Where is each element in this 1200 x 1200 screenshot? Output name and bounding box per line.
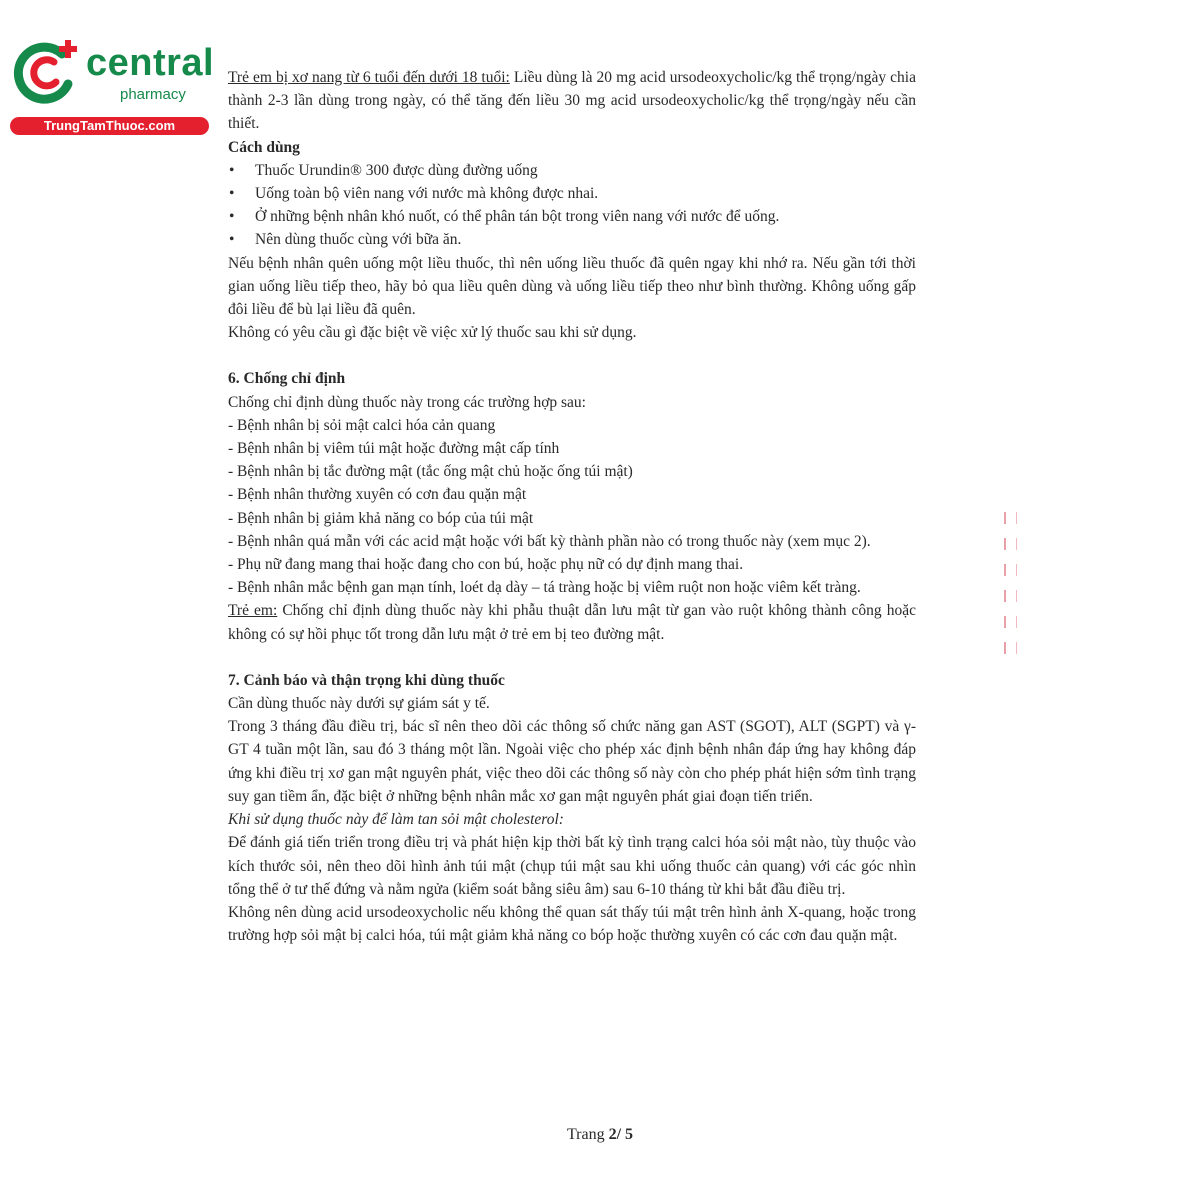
- cach-dung-list: [228, 159, 916, 252]
- list-item: • Thuốc Urundin® 300 được dùng đường uống: [228, 159, 916, 182]
- page-prefix: Trang: [566, 1126, 609, 1143]
- section-7-heading: 7. Cảnh báo và thận trọng khi dùng thuốc: [228, 671, 505, 689]
- dosage-paragraph: [228, 66, 916, 136]
- section-7-paragraph: Không nên dùng acid ursodeoxycholic nếu không thể quan sát thấy túi mật trên hình ảnh X-quang, hoặc trong trường hợp sỏi mật bị calci hóa, túi mật giảm khả năng co bóp hoặc thường xuyên có các cơn đau quặn mật.: [228, 903, 916, 945]
- list-item: • Nên dùng thuốc cùng với bữa ăn.: [228, 228, 916, 251]
- contraindication-item: - Bệnh nhân bị sỏi mật calci hóa cản quang: [228, 416, 496, 434]
- page-stamp-marks: [1000, 512, 1020, 672]
- section-6-children: [228, 599, 916, 645]
- disposal-paragraph: Không có yêu cầu gì đặc biệt về việc xử lý thuốc sau khi sử dụng.: [228, 324, 637, 342]
- section-6-intro: Chống chỉ định dùng thuốc này trong các trường hợp sau:: [228, 393, 586, 411]
- section-7-paragraph: Trong 3 tháng đầu điều trị, bác sĩ nên theo dõi các thông số chức năng gan AST (SGOT), ALT (SGPT) và γ-GT 4 tuần một lần, sau đó 3 tháng một lần. Ngoài việc cho phép xác định bệnh nhân đáp ứng hay không đáp ứng khi điều trị xơ gan mật nguyên phát, việc theo dõi các thông số này còn cho phép phát hiện sớm tình trạng suy gan tiềm ẩn, đặc biệt ở những bệnh nhân mắc xơ gan mật nguyên phát giai đoạn tiến triển.: [228, 718, 916, 805]
- dosage-text: Liều dùng là 20 mg acid ursodeoxycholic/kg thể trọng/ngày chia thành 2-3 lần dùng trong ngày, có thể tăng đến liều 30 mg acid ursodeoxycholic/kg thể trọng/ngày nếu cần thiết.: [228, 69, 916, 133]
- page-number: [0, 1126, 1200, 1144]
- contraindication-item: - Phụ nữ đang mang thai hoặc đang cho con bú, hoặc phụ nữ có dự định mang thai.: [228, 556, 744, 574]
- document-body: [228, 66, 916, 947]
- list-item: • Ở những bệnh nhân khó nuốt, có thể phân tán bột trong viên nang với nước để uống.: [228, 205, 916, 228]
- contraindication-item: - Bệnh nhân mắc bệnh gan mạn tính, loét dạ dày – tá tràng hoặc bị viêm ruột non hoặc viêm kết tràng.: [228, 579, 861, 597]
- brand-subtitle: pharmacy: [120, 86, 186, 103]
- contraindication-item: - Bệnh nhân thường xuyên có cơn đau quặn mật: [228, 486, 527, 504]
- children-label: Trẻ em:: [228, 602, 278, 620]
- pharmacy-logo-icon: [10, 38, 80, 108]
- brand-name: central: [86, 42, 215, 84]
- section-6-heading: 6. Chống chỉ định: [228, 370, 346, 388]
- contraindication-item: - Bệnh nhân quá mẫn với các acid mật hoặc với bất kỳ thành phần nào có trong thuốc này (xem mục 2).: [228, 532, 871, 550]
- section-7-italic-subheading: Khi sử dụng thuốc này để làm tan sỏi mật cholesterol:: [228, 811, 564, 829]
- brand-url: TrungTamThuoc.com: [10, 117, 209, 135]
- children-text: Chống chỉ định dùng thuốc này khi phẫu thuật dẫn lưu mật từ gan vào ruột không thành công hoặc không có sự hồi phục tốt trong dẫn lưu mật ở trẻ em bị teo đường mật.: [228, 602, 916, 643]
- cach-dung-heading: Cách dùng: [228, 138, 300, 156]
- list-item: • Uống toàn bộ viên nang với nước mà không được nhai.: [228, 182, 916, 205]
- contraindication-item: - Bệnh nhân bị tắc đường mật (tắc ống mật chủ hoặc ống túi mật): [228, 463, 633, 481]
- dosage-label: Trẻ em bị xơ nang từ 6 tuổi đến dưới 18 tuổi:: [228, 69, 510, 86]
- contraindication-item: - Bệnh nhân bị viêm túi mật hoặc đường mật cấp tính: [228, 440, 560, 458]
- contraindication-item: - Bệnh nhân bị giảm khả năng co bóp của túi mật: [228, 509, 534, 527]
- section-7-paragraph: Để đánh giá tiến triển trong điều trị và phát hiện kịp thời bất kỳ tình trạng calci hóa sỏi mật nào, tùy thuộc vào kích thước sỏi, nên theo dõi hình ảnh túi mật (chụp túi mật sau khi uống thuốc cản quang) với các góc nhìn tổng thể ở tư thế đứng và nằm ngửa (kiểm soát bằng siêu âm) sau 6-10 tháng từ khi bắt đầu điều trị.: [228, 834, 916, 898]
- missed-dose-paragraph: Nếu bệnh nhân quên uống một liều thuốc, thì nên uống liều thuốc đã quên ngay khi nhớ ra. Nếu gần tới thời gian uống liều tiếp theo, hãy bỏ qua liều quên dùng và uống liều tiếp theo như bình thường. Không uống gấp đôi liều để bù lại liều đã quên.: [228, 254, 916, 319]
- section-7-paragraph: Cần dùng thuốc này dưới sự giám sát y tế.: [228, 695, 490, 713]
- page-value: 2/ 5: [608, 1126, 634, 1143]
- pharmacy-logo: [10, 38, 215, 138]
